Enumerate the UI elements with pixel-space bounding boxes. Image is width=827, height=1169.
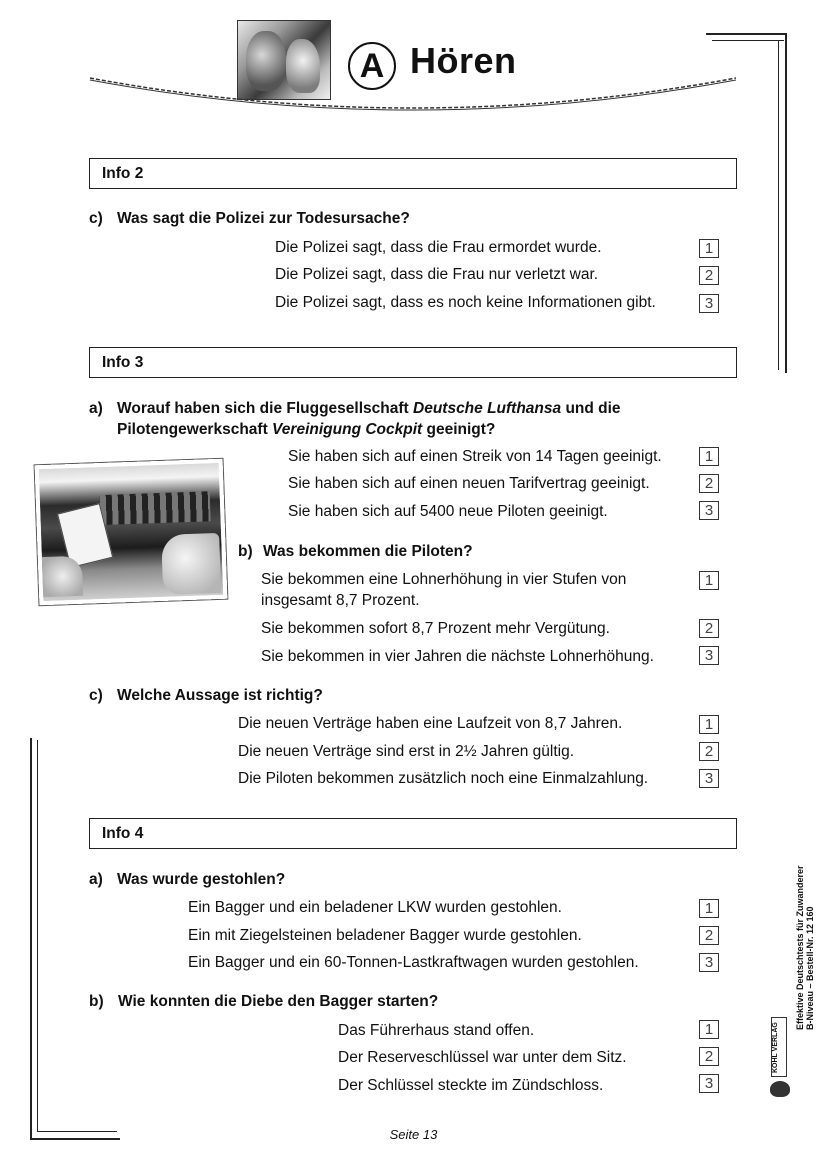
answer-text: Der Reserveschlüssel war unter dem Sitz. (338, 1049, 627, 1066)
answer-number-box[interactable]: 1 (699, 1020, 719, 1039)
answer-number-box[interactable]: 3 (699, 1074, 719, 1093)
answer-text: Der Schlüssel steckte im Zündschloss. (338, 1077, 604, 1094)
instrument-panel (100, 491, 211, 525)
question-label: c) (89, 210, 103, 227)
frame-right-line-inner (778, 40, 779, 370)
answer-number-box[interactable]: 3 (699, 769, 719, 788)
question-label: a) (89, 871, 103, 888)
publisher-logo (768, 1017, 792, 1101)
answer-text: Ein Bagger und ein beladener LKW wurden gestohlen. (188, 899, 562, 916)
level-order-number: B-Niveau – Bestell-Nr. 12 160 (805, 906, 815, 1030)
answer-text: Die Piloten bekommen zusätzlich noch eine Einmalzahlung. (238, 770, 649, 787)
answer-number-box[interactable]: 1 (699, 715, 719, 734)
question-text: Was sagt die Polizei zur Todesursache? (117, 210, 410, 227)
series-title: Effektive Deutschtests für Zuwanderer (795, 865, 805, 1030)
question-text: Was bekommen die Piloten? (263, 543, 473, 560)
answer-text-line1: Sie bekommen eine Lohnerhöhung in vier Stufen von (261, 571, 627, 588)
answer-number-box[interactable]: 1 (699, 571, 719, 590)
question-label: a) (89, 400, 103, 417)
info-2-box (89, 158, 737, 189)
answer-text: Sie haben sich auf einen neuen Tarifvertrag geeinigt. (288, 475, 650, 492)
frame-top-line (706, 33, 786, 35)
answer-text: Die Polizei sagt, dass es noch keine Informationen gibt. (275, 294, 656, 311)
question-label: b) (89, 993, 104, 1010)
question-label: c) (89, 687, 103, 704)
tree-icon (770, 1081, 790, 1097)
answer-number-box[interactable]: 2 (699, 266, 719, 285)
question-label: b) (238, 543, 253, 560)
answer-text: Sie haben sich auf 5400 neue Piloten geeinigt. (288, 503, 608, 520)
cockpit-photo (35, 459, 228, 605)
pilot-arm (42, 556, 83, 597)
airline-name: Deutsche Lufthansa (413, 400, 562, 417)
pilot-arm (161, 533, 221, 595)
answer-text: Das Führerhaus stand offen. (338, 1022, 535, 1039)
frame-left-line-inner (37, 740, 38, 1132)
answer-text: Ein Bagger und ein 60-Tonnen-Lastkraftwagen wurden gestohlen. (188, 954, 639, 971)
info-3-label: Info 3 (102, 354, 144, 371)
answer-text: Ein mit Ziegelsteinen beladener Bagger wurde gestohlen. (188, 927, 582, 944)
info-4-box (89, 818, 737, 849)
answer-text: Sie bekommen in vier Jahren die nächste Lohnerhöhung. (261, 648, 654, 665)
section-badge: A (348, 42, 396, 90)
answer-number-box[interactable]: 3 (699, 646, 719, 665)
answer-number-box[interactable]: 1 (699, 899, 719, 918)
info-3-box (89, 347, 737, 378)
answer-number-box[interactable]: 2 (699, 474, 719, 493)
answer-number-box[interactable]: 2 (699, 926, 719, 945)
publication-info (795, 865, 815, 1030)
answer-number-box[interactable]: 2 (699, 742, 719, 761)
page-number: Seite 13 (389, 1127, 438, 1142)
question-text: Welche Aussage ist richtig? (117, 687, 323, 704)
answer-text: Die neuen Verträge haben eine Laufzeit von 8,7 Jahren. (238, 715, 623, 732)
frame-top-line-inner (712, 40, 784, 41)
info-4-label: Info 4 (102, 825, 144, 842)
answer-number-box[interactable]: 2 (699, 619, 719, 638)
wavy-divider (88, 68, 738, 114)
answer-text: Die neuen Verträge sind erst in 2½ Jahren gültig. (238, 743, 575, 760)
page-title: Hören (410, 40, 517, 81)
answer-text: Sie bekommen sofort 8,7 Prozent mehr Vergütung. (261, 620, 610, 637)
publisher-name: KOHL VERLAG (772, 1022, 779, 1073)
answer-number-box[interactable]: 3 (699, 294, 719, 313)
question-text-line2: Pilotengewerkschaft Vereinigung Cockpit geeinigt? (117, 421, 496, 438)
frame-right-line (785, 33, 787, 373)
union-name: Vereinigung Cockpit (272, 421, 423, 438)
question-text: Wie konnten die Diebe den Bagger starten? (118, 993, 439, 1010)
frame-left-line (30, 738, 32, 1138)
answer-number-box[interactable]: 2 (699, 1047, 719, 1066)
answer-number-box[interactable]: 3 (699, 953, 719, 972)
info-2-label: Info 2 (102, 165, 144, 182)
answer-number-box[interactable]: 3 (699, 501, 719, 520)
answer-number-box[interactable]: 1 (699, 239, 719, 258)
answer-text-line2: insgesamt 8,7 Prozent. (261, 592, 420, 609)
answer-number-box[interactable]: 1 (699, 447, 719, 466)
answer-text: Die Polizei sagt, dass die Frau ermordet wurde. (275, 239, 602, 256)
answer-text: Die Polizei sagt, dass die Frau nur verletzt war. (275, 266, 599, 283)
answer-text: Sie haben sich auf einen Streik von 14 Tagen geeinigt. (288, 448, 662, 465)
question-text: Was wurde gestohlen? (117, 871, 286, 888)
question-text-line1: Worauf haben sich die Fluggesellschaft Deutsche Lufthansa und die (117, 400, 621, 417)
